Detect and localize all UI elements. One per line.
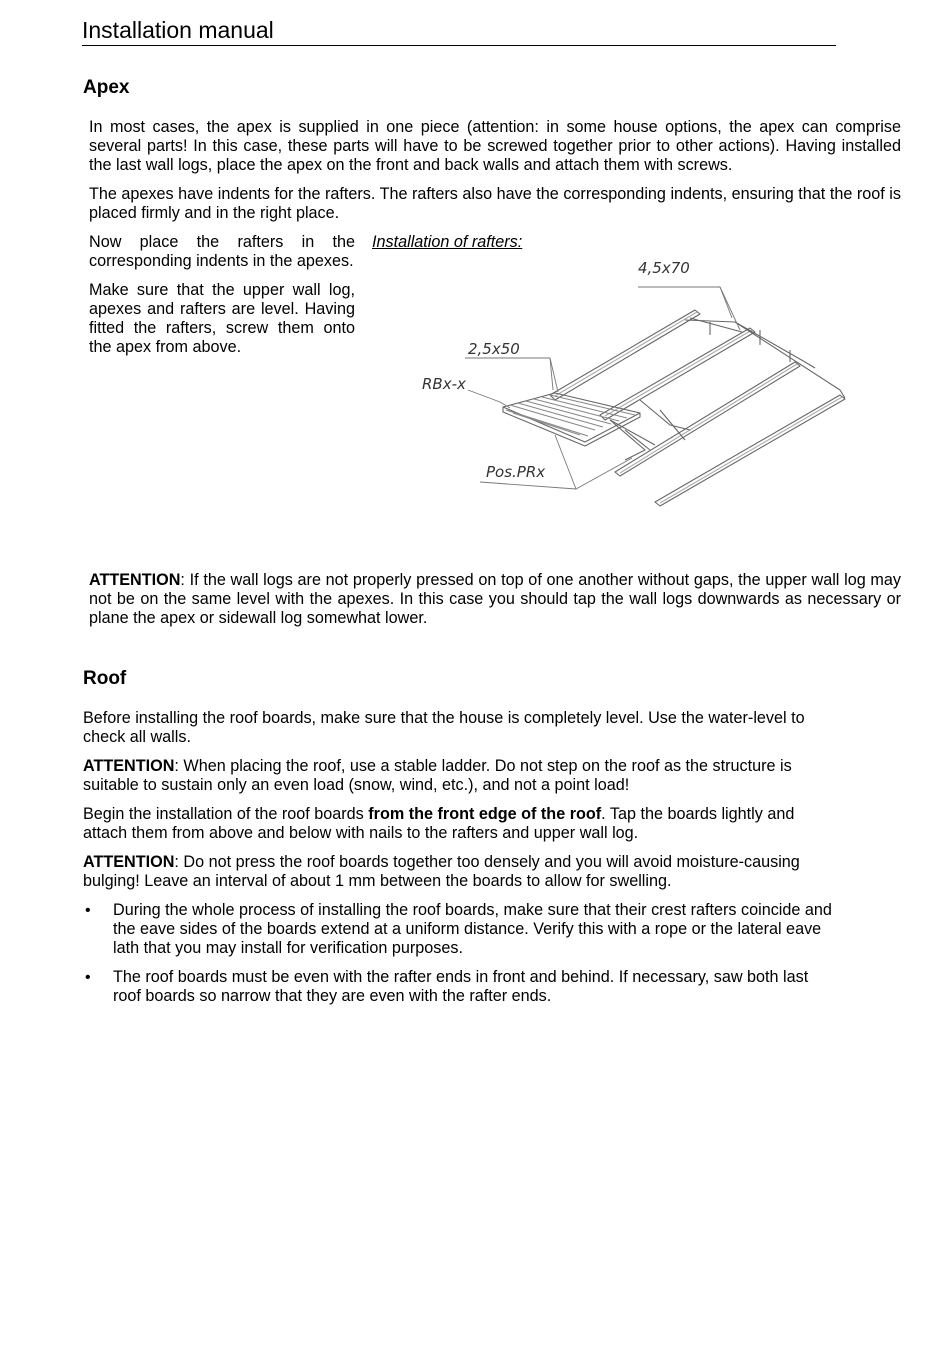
page-title: Installation manual <box>82 17 274 43</box>
attention-label: ATTENTION <box>83 757 175 775</box>
bullet-icon: • <box>85 902 91 919</box>
roof-board-panel <box>503 393 640 446</box>
attention-label: ATTENTION <box>89 571 181 589</box>
section-heading-apex: Apex <box>83 77 130 98</box>
list-item: • The roof boards must be even with the rafter ends in front and behind. If necessary, saw both last roof boards so narrow that they are even with the rafter ends. <box>85 968 809 1005</box>
apex-left-column <box>89 233 355 357</box>
rafter-long-1 <box>550 310 700 400</box>
roof-paragraph-2: Begin the installation of the roof boards from the front edge of the roof. Tap the boards lightly and attach them from above and below with nails to the rafters and upper wall log. <box>83 805 795 842</box>
rafter-installation-figure <box>410 250 870 525</box>
attention-label: ATTENTION <box>83 853 175 871</box>
roof-paragraph-1: Before installing the roof boards, make sure that the house is completely level. Use the water-level to check all walls. <box>83 709 805 746</box>
screw-label-a: 4,5x70 <box>638 259 690 277</box>
apex-paragraph-2: The apexes have indents for the rafters. The rafters also have the corresponding indents, ensuring that the roof is placed firmly and in the right place. <box>89 185 901 222</box>
apex-truss-back <box>685 318 845 398</box>
roof-attention-2: ATTENTION: Do not press the roof boards together too densely and you will avoid moisture-causing bulging! Leave an interval of about 1 mm between the boards to allow for swelling. <box>83 853 800 890</box>
roof-attention-1: ATTENTION: When placing the roof, use a stable ladder. Do not step on the roof as the structure is suitable to sustain only an even load (snow, wind, etc.), and not a point load! <box>83 757 792 794</box>
roof-bullet-list <box>83 901 833 1006</box>
list-item: • During the whole process of installing the roof boards, make sure that their crest rafters coincide and the eave sides of the boards extend at a uniform distance. Verify this with a rope or the lateral eave lath that you may install for verification purposes. <box>85 901 832 957</box>
apex-intro <box>89 118 901 223</box>
apex-attention <box>89 571 901 628</box>
page-header <box>82 16 836 46</box>
screw-label-b: 2,5x50 <box>468 340 520 358</box>
rafter-long-4 <box>655 395 845 506</box>
rafter-label: Pos.PRx <box>486 463 546 481</box>
board-label: RBx-x <box>422 375 466 393</box>
apex-paragraph-1: In most cases, the apex is supplied in one piece (attention: in some house options, the apex can comprise several parts! In this case, these parts will have to be screwed together prior to other actions). Having installed the last wall logs, place the apex on the front and back walls and attach them with screws. <box>89 118 901 174</box>
bullet-icon: • <box>85 969 91 986</box>
roof-body <box>83 709 833 1016</box>
rafter-long-2 <box>600 328 755 420</box>
section-heading-roof: Roof <box>83 668 127 689</box>
apex-attention-text: ATTENTION: If the wall logs are not properly pressed on top of one another without gaps, the upper wall log may not be on the same level with the apexes. In this case you should tap the wall logs downwards as necessary or plane the apex or sidewall log somewhat lower. <box>89 571 901 627</box>
apex-paragraph-3: Now place the rafters in the corresponding indents in the apexes. <box>89 233 355 270</box>
figure-caption: Installation of rafters: <box>372 233 523 251</box>
leader-lines <box>465 287 740 489</box>
apex-paragraph-4: Make sure that the upper wall log, apexes and rafters are level. Having fitted the rafters, screw them onto the apex from above. <box>89 281 355 356</box>
rafter-long-3 <box>615 362 800 476</box>
